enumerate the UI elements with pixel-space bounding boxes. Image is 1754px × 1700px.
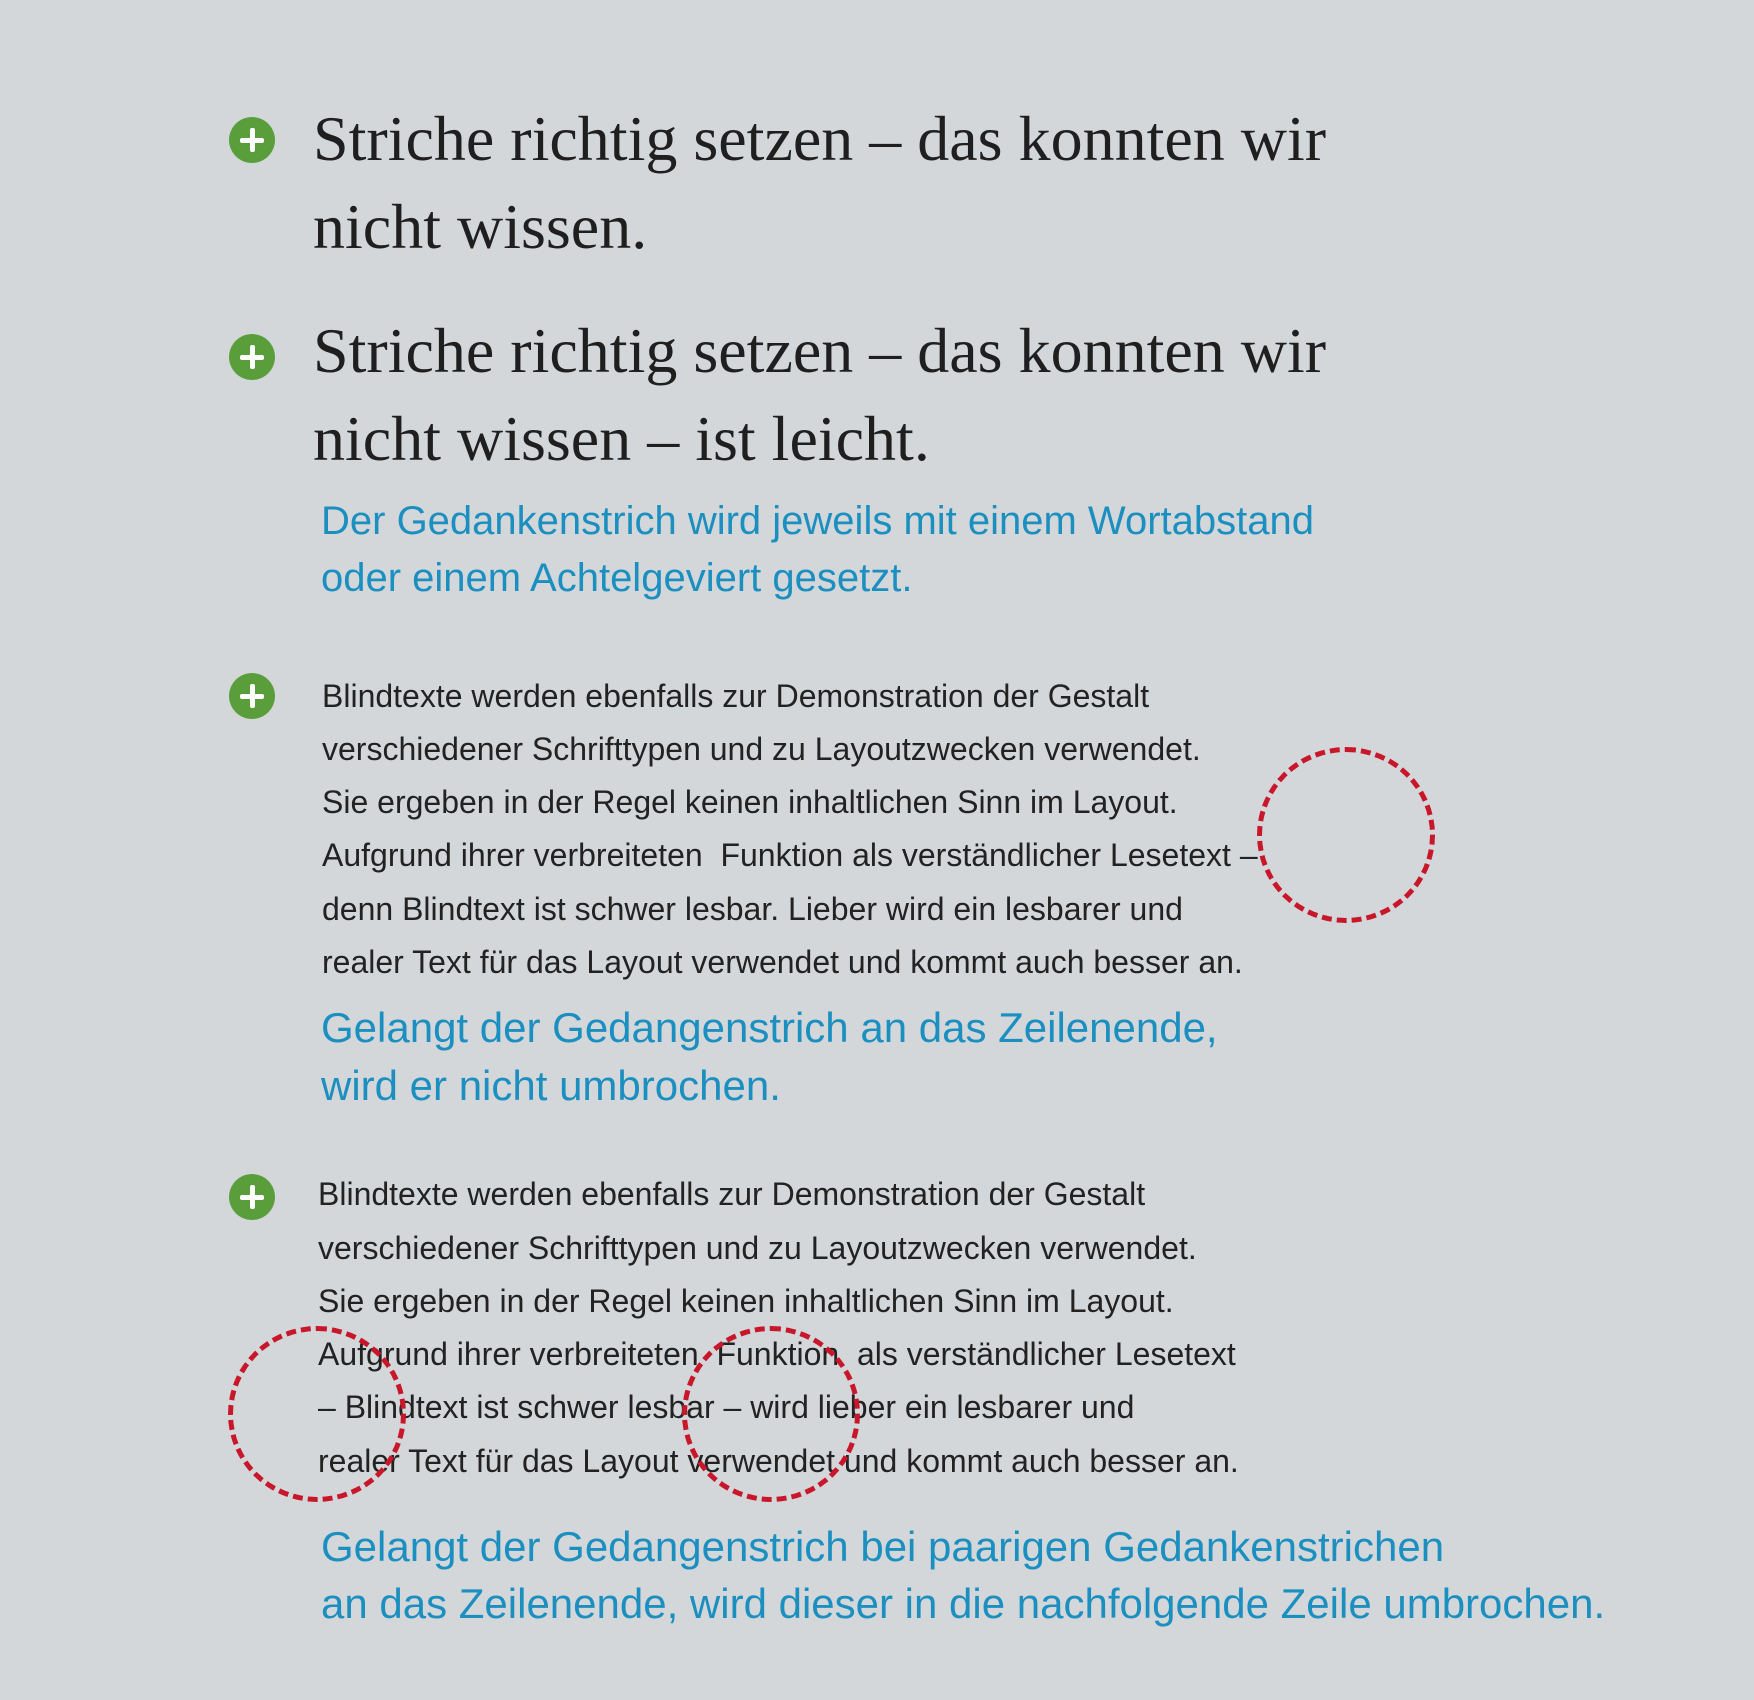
example4-line-6: realer Text für das Layout verwendet und kommt auch besser an. — [318, 1443, 1239, 1479]
example3-line-1: Blindtexte werden ebenfalls zur Demonstration der Gestalt — [322, 678, 1150, 714]
plus-circle-icon — [229, 117, 275, 163]
highlight-circle — [1257, 747, 1435, 923]
example4-line-1: Blindtexte werden ebenfalls zur Demonstration der Gestalt — [318, 1176, 1146, 1212]
example3-note-line-1: Gelangt der Gedangenstrich an das Zeilenende, — [321, 1004, 1218, 1051]
example3-line-3: Sie ergeben in der Regel keinen inhaltlichen Sinn im Layout. — [322, 784, 1178, 820]
example3-note-line-2: wird er nicht umbrochen. — [321, 1062, 781, 1109]
example4-note-line-1: Gelangt der Gedangenstrich bei paarigen Gedankenstrichen — [321, 1523, 1445, 1570]
example1-line-1: Striche richtig setzen – das konnten wir — [313, 103, 1327, 174]
example3-line-2: verschiedener Schrifttypen und zu Layoutzwecken verwendet. — [322, 731, 1201, 767]
example4-line-3: Sie ergeben in der Regel keinen inhaltlichen Sinn im Layout. — [318, 1283, 1174, 1319]
example4-line-4: Aufgrund ihrer verbreiteten Funktion als verständlicher Lesetext — [318, 1336, 1236, 1372]
example2-note-line-2: oder einem Achtelgeviert gesetzt. — [321, 556, 913, 600]
example3-line-5: denn Blindtext ist schwer lesbar. Lieber wird ein lesbarer und — [322, 891, 1183, 927]
example2-line-1: Striche richtig setzen – das konnten wir — [313, 315, 1327, 386]
plus-circle-icon — [229, 1174, 275, 1220]
plus-circle-icon — [229, 673, 275, 719]
example2-line-2: nicht wissen – ist leicht. — [313, 403, 930, 474]
example3-line-6: realer Text für das Layout verwendet und kommt auch besser an. — [322, 944, 1243, 980]
example4-note-line-2: an das Zeilenende, wird dieser in die nachfolgende Zeile umbrochen. — [321, 1580, 1606, 1627]
example1-line-2: nicht wissen. — [313, 191, 648, 262]
example2-note-line-1: Der Gedankenstrich wird jeweils mit einem Wortabstand — [321, 499, 1314, 543]
example4-line-2: verschiedener Schrifttypen und zu Layoutzwecken verwendet. — [318, 1230, 1197, 1266]
example4-line-5: – Blindtext ist schwer lesbar – wird lieber ein lesbarer und — [318, 1389, 1135, 1425]
example3-line-4: Aufgrund ihrer verbreiteten Funktion als verständlicher Lesetext – — [322, 837, 1258, 873]
plus-circle-icon — [229, 334, 275, 380]
